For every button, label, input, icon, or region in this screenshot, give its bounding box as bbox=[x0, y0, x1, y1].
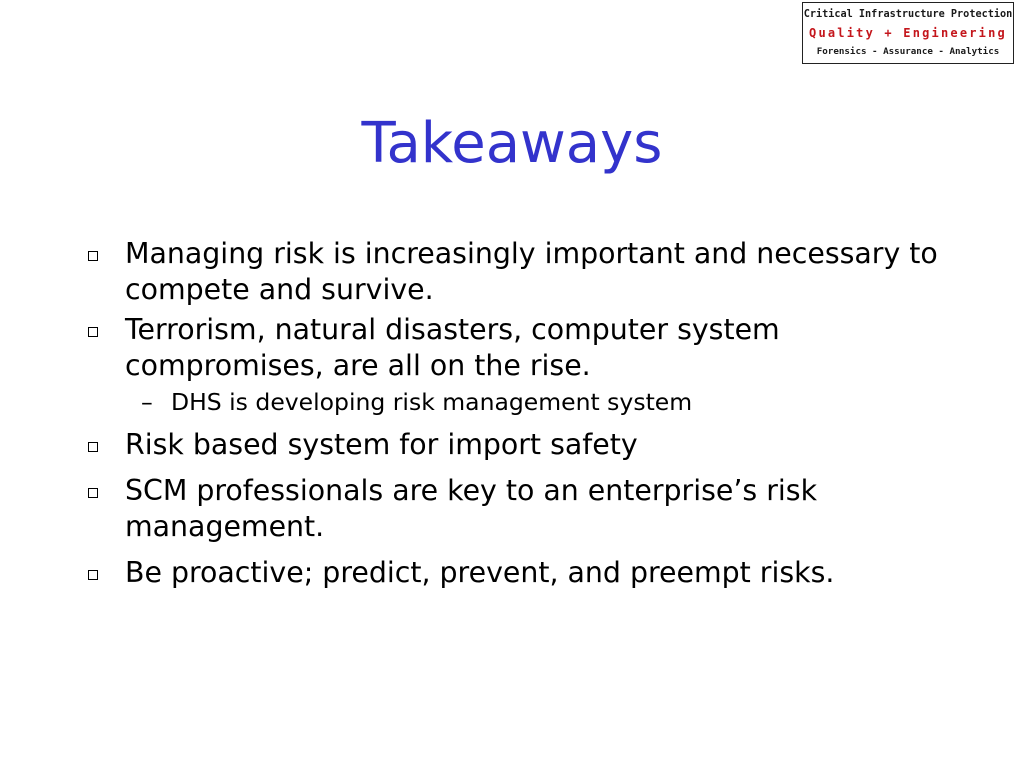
bullet-text: Be proactive; predict, prevent, and preempt risks. bbox=[125, 556, 835, 589]
slide-title: Takeaways bbox=[361, 111, 663, 176]
sub-bullet-text: DHS is developing risk management system bbox=[171, 388, 693, 416]
logo-line-1: Critical Infrastructure Protection bbox=[803, 9, 1013, 20]
logo-line-3: Forensics - Assurance - Analytics bbox=[816, 46, 1000, 57]
bullet-text: Managing risk is increasingly important and necessary to compete and survive. bbox=[125, 237, 938, 306]
sub-bullet-item bbox=[125, 387, 968, 417]
logo-line-2: Quality + Engineering bbox=[809, 26, 1007, 40]
bullet-list bbox=[88, 236, 968, 591]
bullet-text: SCM professionals are key to an enterprise’s risk management. bbox=[125, 474, 818, 543]
square-bullet-icon bbox=[88, 251, 98, 261]
square-bullet-icon bbox=[88, 327, 98, 337]
sub-bullet-list bbox=[125, 387, 968, 417]
bullet-item bbox=[88, 555, 968, 591]
bullet-text: Terrorism, natural disasters, computer system compromises, are all on the rise. bbox=[125, 313, 780, 382]
logo-box bbox=[802, 2, 1014, 64]
square-bullet-icon bbox=[88, 570, 98, 580]
bullet-item bbox=[88, 473, 968, 545]
bullet-item bbox=[88, 427, 968, 463]
dash-bullet: – bbox=[141, 388, 153, 416]
square-bullet-icon bbox=[88, 488, 98, 498]
bullet-text: Risk based system for import safety bbox=[125, 428, 638, 461]
bullet-item bbox=[88, 312, 968, 417]
square-bullet-icon bbox=[88, 442, 98, 452]
bullet-item bbox=[88, 236, 968, 308]
